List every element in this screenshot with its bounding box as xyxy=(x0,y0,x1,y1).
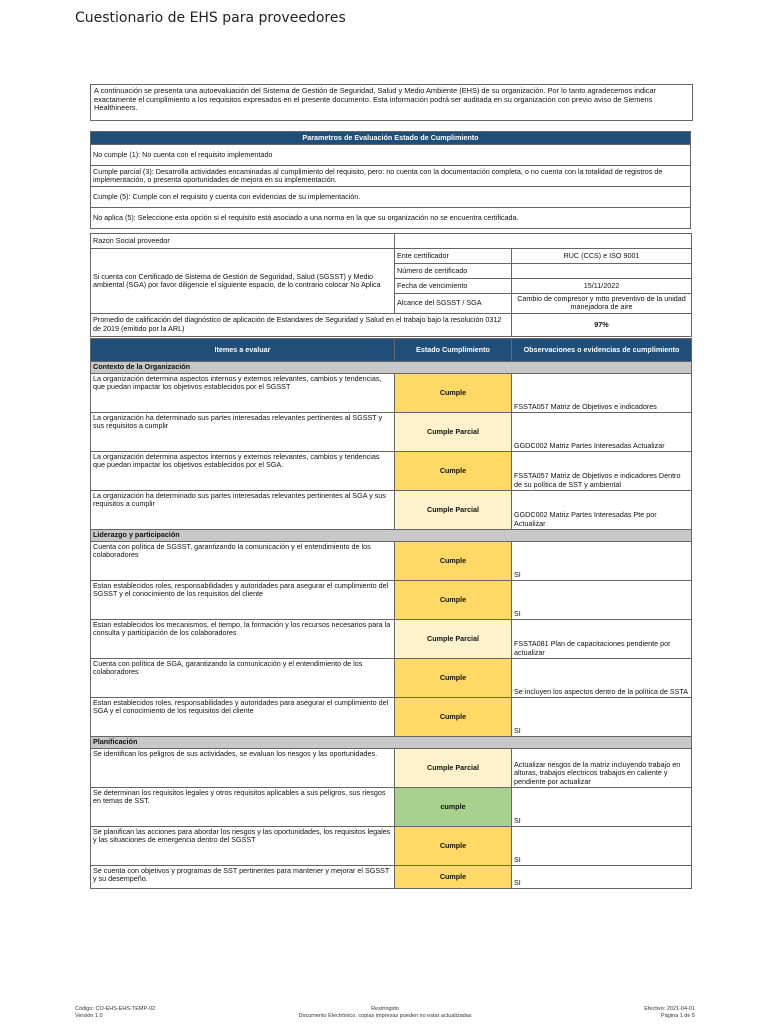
param-no-aplica: No aplica (5): Seleccione esta opción si el requisito está asociado a una norma en la que su organización no se encuentra certificada. xyxy=(91,208,691,229)
status-select[interactable]: Cumple xyxy=(395,542,512,581)
param-cumple: Cumple (5): Cumple con el requisito y cuenta con evidencias de su implementación. xyxy=(91,187,691,208)
footer-efectivo: Efectivo: 2021-04-01 xyxy=(644,1006,695,1012)
cert-note: Si cuenta con Certificado de Sistema de Gestión de Seguridad, Salud (SGSST) y Medio ambiental (SGA) por favor diligencie el siguiente espacio, de lo contrario colocar No Aplica xyxy=(91,249,395,314)
status-select[interactable]: Cumple xyxy=(395,698,512,737)
item-text: Cuenta con política de SGA, garantizando la comunicación y el entendimiento de los colaboradores xyxy=(91,659,395,698)
item-text: La organización ha determinado sus partes interesadas relevantes pertinentes al SGA y sus requisitos a cumplir xyxy=(91,491,395,530)
status-select[interactable]: Cumple Parcial xyxy=(395,620,512,659)
table-row xyxy=(91,698,692,737)
observations-field[interactable]: Se incluyen los aspectos dentro de la política de SSTA xyxy=(512,659,692,698)
table-row xyxy=(91,413,692,452)
intro-paragraph: A continuación se presenta una autoevaluación del Sistema de Gestión de Seguridad, Salud y Medio Ambiente (EHS) de su organización. Por lo tanto agradecemos indicar exactamente el cumplimiento a los requisitos expresados en el presente documento. Esta información podrá ser auditada en su organización con previo aviso de Siemens Healthineers. xyxy=(90,84,693,121)
razon-social-label: Razon Social proveedor xyxy=(91,234,395,249)
params-table xyxy=(90,131,691,229)
status-select[interactable]: Cumple xyxy=(395,866,512,889)
observations-field[interactable]: SI xyxy=(512,581,692,620)
status-select[interactable]: Cumple Parcial xyxy=(395,413,512,452)
item-text: Estan establecidos roles, responsabilidades y autoridades para asegurar el cumplimiento del SGSST y el conocimiento de los requisitos del cliente xyxy=(91,581,395,620)
item-text: La organización determina aspectos internos y externos relevantes, cambios y tendencias, que puedan impactar los objetivos establecidos por el SGSST xyxy=(91,374,395,413)
footer-pagina: Página 1 de 5 xyxy=(661,1012,695,1019)
section-title: Planificación xyxy=(91,737,692,749)
observations-field[interactable]: FSSTA081 Plan de capacitaciones pendiente por actualizar xyxy=(512,620,692,659)
status-select[interactable]: Cumple Parcial xyxy=(395,491,512,530)
table-row xyxy=(91,620,692,659)
param-no-cumple: No cumple (1): No cuenta con el requisito implementado xyxy=(91,145,691,166)
cert-alcance-value[interactable]: Cambio de compresor y mtto preventivo de la unidad manejadora de aire xyxy=(512,294,692,314)
observations-field[interactable]: FSSTA057 Matriz de Objetivos e indicadores xyxy=(512,374,692,413)
status-select[interactable]: Cumple Parcial xyxy=(395,749,512,788)
observations-field[interactable]: GGDC002 Matriz Partes Interesadas Pte por Actualizar xyxy=(512,491,692,530)
observations-field[interactable]: Actualizar riesgos de la matriz incluyendo trabajo en alturas, trabajos electricos trabajos en caliente y pendiente por actualizar xyxy=(512,749,692,788)
footer-documento: Documento Electrónico, copias impresas pueden no estar actualizadas xyxy=(298,1012,472,1019)
item-text: Se determinan los requisitos legales y otros requisitos aplicables a sus peligros, sus riesgos en temas de SST. xyxy=(91,788,395,827)
cert-numero-label: Número de certificado xyxy=(395,264,512,279)
cert-ente-label: Ente certificador xyxy=(395,249,512,264)
page-title: Cuestionario de EHS para proveedores xyxy=(75,10,346,26)
observations-field[interactable]: FSSTA057 Matriz de Objetivos e indicadores Dentro de su política de SST y ambiental xyxy=(512,452,692,491)
col-header-obs: Observaciones o evidencias de cumplimiento xyxy=(512,339,692,362)
observations-field[interactable]: SI xyxy=(512,698,692,737)
table-row xyxy=(91,788,692,827)
item-text: Se planifican las acciones para abordar los riesgos y las oportunidades, los requisitos legales y las situaciones de emergencia dentro del SGSST xyxy=(91,827,395,866)
promedio-label: Promedio de calificación del diagnóstico de aplicación de Estandares de Seguridad y Salud en el trabajo bajo la resolución 0312 de 2019 (emitido por la ARL) xyxy=(91,313,512,336)
col-header-item: Itemes a evaluar xyxy=(91,339,395,362)
cert-alcance-label: Alcance del SGSST / SGA xyxy=(395,294,512,314)
cert-fecha-value[interactable]: 15/11/2022 xyxy=(512,279,692,294)
cert-ente-value[interactable]: RUC (CCS) e ISO 9001 xyxy=(512,249,692,264)
status-select[interactable]: cumple xyxy=(395,788,512,827)
table-row xyxy=(91,659,692,698)
observations-field[interactable]: SI xyxy=(512,542,692,581)
observations-field[interactable]: SI xyxy=(512,788,692,827)
item-text: La organización ha determinado sus partes interesadas relevantes pertinentes al SGSST y sus requisitos a cumplir xyxy=(91,413,395,452)
promedio-value[interactable]: 97% xyxy=(512,313,692,336)
status-select[interactable]: Cumple xyxy=(395,452,512,491)
item-text: Se cuenta con objetivos y programas de SST pertinentes para mantener y mejorar el SGSST y su desempeño. xyxy=(91,866,395,889)
cert-fecha-label: Fecha de vencimiento xyxy=(395,279,512,294)
item-text: Cuenta con política de SGSST, garantizando la comunicación y el entendimiento de los colaboradores xyxy=(91,542,395,581)
params-header: Parametros de Evaluación Estado de Cumplimiento xyxy=(91,132,691,145)
item-text: Se identifican los peligros de sus actividades, se evaluan los riesgos y las oportunidades. xyxy=(91,749,395,788)
table-row xyxy=(91,827,692,866)
status-select[interactable]: Cumple xyxy=(395,581,512,620)
observations-field[interactable]: GGDC002 Matriz Partes Interesadas Actualizar xyxy=(512,413,692,452)
status-select[interactable]: Cumple xyxy=(395,659,512,698)
status-select[interactable]: Cumple xyxy=(395,374,512,413)
observations-field[interactable]: SI xyxy=(512,866,692,889)
evaluation-table xyxy=(90,338,691,889)
cert-numero-value[interactable] xyxy=(512,264,692,279)
table-row xyxy=(91,452,692,491)
item-text: Estan establecidos los mecanismos, el tiempo, la formación y los recursos necesarios para la consulta y participación de los colaboradores xyxy=(91,620,395,659)
item-text: Estan establecidos roles, responsabilidades y autoridades para asegurar el cumplimiento del SGA y el conocimiento de los requisitos del cliente xyxy=(91,698,395,737)
footer-version: Versión 1.0 xyxy=(75,1012,103,1019)
section-title: Liderazgo y participación xyxy=(91,530,692,542)
observations-field[interactable]: SI xyxy=(512,827,692,866)
table-row xyxy=(91,581,692,620)
supplier-table xyxy=(90,233,691,337)
table-row xyxy=(91,491,692,530)
table-row xyxy=(91,542,692,581)
footer-restringido: Restringido xyxy=(371,1006,399,1012)
table-row xyxy=(91,749,692,788)
table-row xyxy=(91,866,692,889)
footer-codigo: Código: CO-EHS-EHS-TEMP-02 xyxy=(75,1006,156,1012)
param-cumple-parcial: Cumple parcial (3): Desarrolla actividades encaminadas al cumplimiento del requisito, pero: no cuenta con la documentación completa, o no cuenta con la totalidad de registros de implementación, o presenta oportunidades de mejora en su implementación. xyxy=(91,166,691,187)
section-title: Contexto de la Organización xyxy=(91,362,692,374)
item-text: La organización determina aspectos internos y externos relevantes, cambios y tendencias que puedan impactar los objetivos establecidos por el SGA. xyxy=(91,452,395,491)
col-header-estado: Estado Cumplimiento xyxy=(395,339,512,362)
razon-social-field[interactable] xyxy=(395,234,692,249)
table-row xyxy=(91,374,692,413)
status-select[interactable]: Cumple xyxy=(395,827,512,866)
